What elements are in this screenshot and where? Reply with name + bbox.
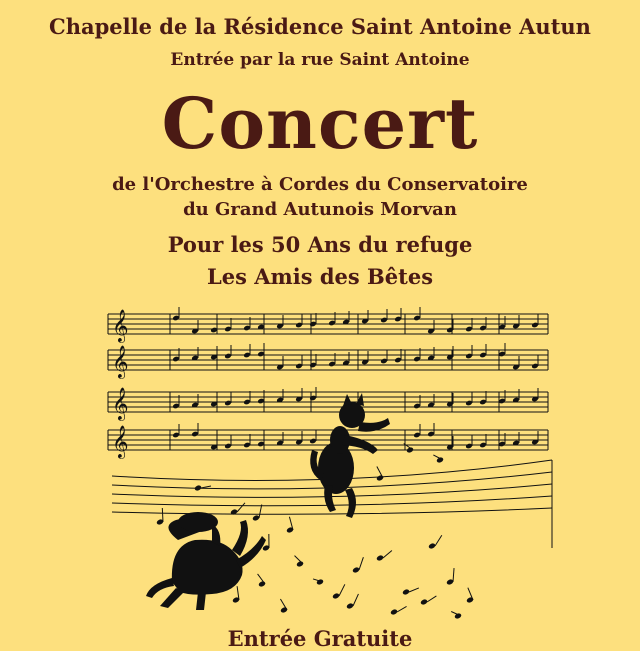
falling-note-head xyxy=(332,592,340,599)
sheet-music-illustration xyxy=(0,300,640,630)
falling-note-stem xyxy=(453,568,454,582)
falling-note-head xyxy=(428,542,436,549)
treble-clef-icon: 𝄞 xyxy=(112,425,129,459)
falling-note-stem xyxy=(162,508,163,522)
falling-note-stem xyxy=(397,606,407,612)
treble-clef-icon: 𝄞 xyxy=(112,345,129,379)
event-line-1: Pour les 50 Ans du refuge xyxy=(0,232,640,257)
dog-silhouette xyxy=(146,512,266,610)
treble-clef-icon: 𝄞 xyxy=(112,309,129,343)
falling-note-head xyxy=(420,598,428,605)
falling-note-head xyxy=(194,484,202,491)
falling-note-stem xyxy=(359,557,363,570)
concert-title: Concert xyxy=(0,84,640,164)
falling-note-stem xyxy=(427,596,436,602)
music-notes xyxy=(172,307,539,450)
orchestra-line-1: de l'Orchestre à Cordes du Conservatoire xyxy=(0,174,640,195)
falling-note-stem xyxy=(201,486,211,488)
falling-note-head xyxy=(390,608,398,615)
music-staves xyxy=(108,309,552,548)
entrance-info: Entrée par la rue Saint Antoine xyxy=(0,50,640,70)
falling-note-stem xyxy=(435,535,442,546)
venue-title: Chapelle de la Résidence Saint Antoine Autun xyxy=(0,14,640,39)
falling-note-head xyxy=(252,514,260,521)
falling-note-head xyxy=(346,602,354,609)
admission-text: Entrée Gratuite xyxy=(0,626,640,651)
falling-note-head xyxy=(376,554,384,561)
falling-note-stem xyxy=(383,551,392,558)
falling-note-stem xyxy=(339,584,345,596)
event-line-2: Les Amis des Bêtes xyxy=(0,264,640,289)
treble-clef-icon: 𝄞 xyxy=(112,387,129,421)
orchestra-line-2: du Grand Autunois Morvan xyxy=(0,199,640,220)
falling-note-stem xyxy=(237,503,245,512)
falling-note-head xyxy=(352,566,360,573)
falling-note-stem xyxy=(409,588,419,592)
falling-note-stem xyxy=(259,504,262,518)
falling-note-stem xyxy=(353,594,358,606)
falling-note-head xyxy=(402,588,410,595)
